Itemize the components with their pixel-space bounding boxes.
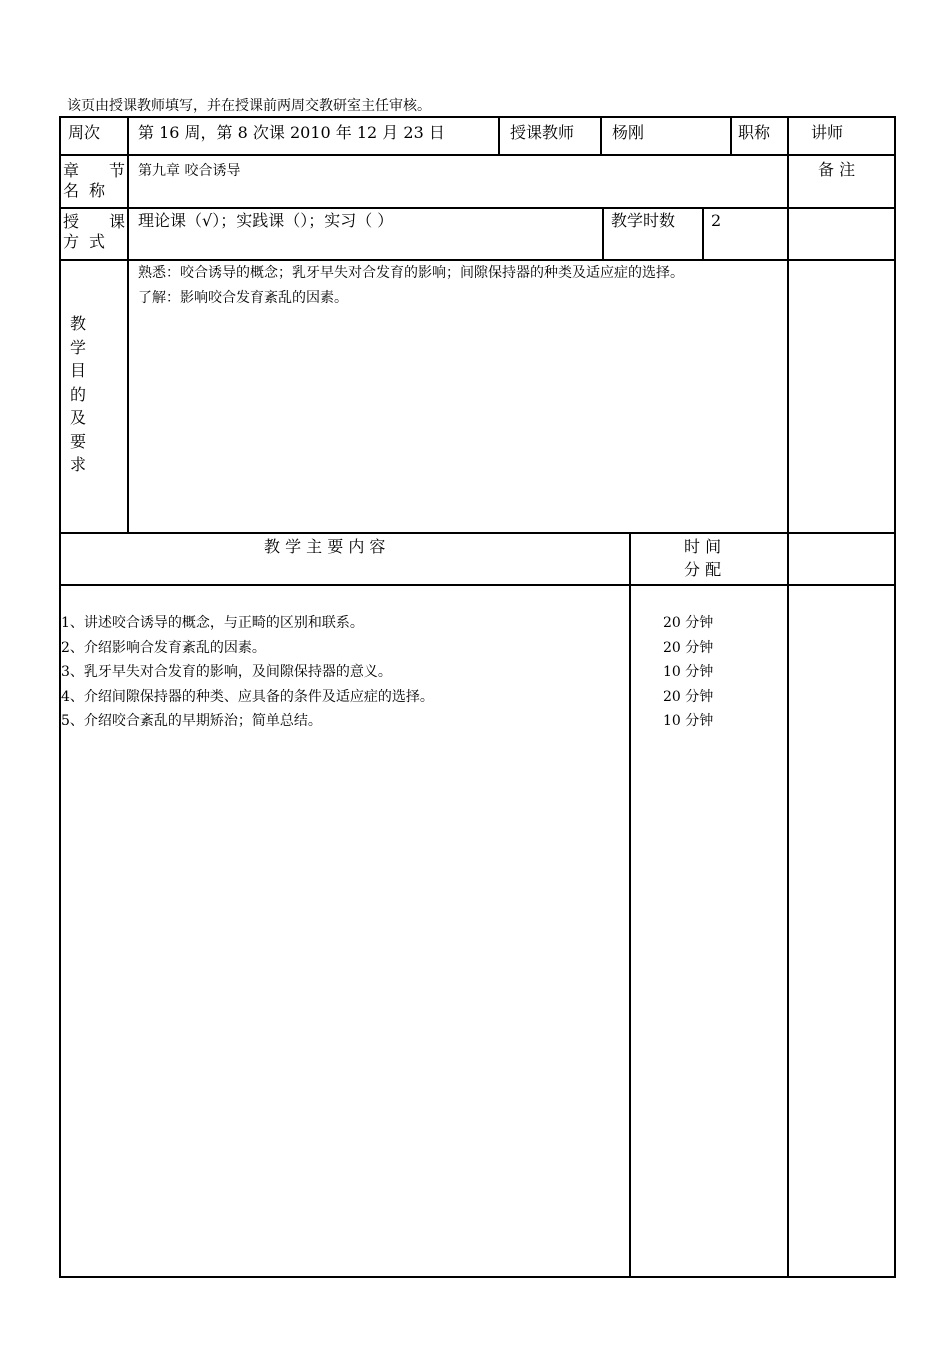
time-list	[663, 611, 713, 734]
hours-label: 教学时数	[611, 211, 676, 230]
rule-teacher-value-left	[600, 116, 602, 155]
method-value: 理论课（√）；实践课（）；实习（ ）	[138, 211, 394, 230]
list-item: 4、介绍间隙保持器的种类、应具备的条件及适应症的选择。	[61, 688, 434, 705]
rule-top	[59, 116, 896, 118]
time-item: 20 分钟	[663, 615, 714, 631]
title-value: 讲师	[811, 123, 844, 142]
hours-value: 2	[711, 211, 722, 230]
rule-row1	[59, 154, 896, 156]
list-item: 5、介绍咬合紊乱的早期矫治；简单总结。	[61, 713, 322, 729]
objectives-line2: 了解：影响咬合发育紊乱的因素。	[138, 290, 348, 306]
method-label	[63, 212, 125, 252]
chapter-label-line2: 名 称	[63, 181, 105, 200]
objectives-label	[68, 312, 88, 477]
instruction-note: 该页由授课教师填写，并在授课前两周交教研室主任审核。	[67, 98, 431, 114]
objectives-line1: 熟悉：咬合诱导的概念；乳牙早失对合发育的影响；间隙保持器的种类及适应症的选择。	[138, 265, 684, 281]
list-item: 3、乳牙早失对合发育的影响，及间隙保持器的意义。	[61, 664, 392, 680]
chapter-value: 第九章 咬合诱导	[138, 163, 241, 179]
rule-hours-label-left	[602, 207, 604, 260]
rule-row2	[59, 207, 896, 209]
list-item: 1、讲述咬合诱导的概念，与正畸的区别和联系。	[61, 615, 364, 631]
method-label-line2: 方 式	[63, 232, 105, 251]
time-item: 10 分钟	[663, 664, 714, 680]
teacher-value: 杨刚	[612, 123, 645, 142]
chapter-label	[63, 161, 125, 201]
time-item: 10 分钟	[663, 713, 714, 729]
teacher-label: 授课教师	[510, 123, 575, 142]
lesson-plan-table	[59, 116, 896, 1278]
rule-right	[894, 116, 896, 1277]
rule-remark-col	[787, 116, 789, 1277]
rule-teacher-label-left	[498, 116, 500, 155]
list-item: 2、介绍影响合发育紊乱的因素。	[61, 639, 266, 656]
week-value: 第 16 周，第 8 次课 2010 年 12 月 23 日	[138, 123, 445, 142]
rule-bottom	[59, 1276, 896, 1278]
time-header-line1: 时 间	[684, 537, 722, 556]
week-label: 周次	[68, 123, 101, 142]
rule-row5	[59, 584, 896, 586]
content-list	[61, 611, 434, 734]
rule-label-col	[127, 116, 129, 533]
title-label: 职称	[738, 123, 771, 142]
remark-label: 备 注	[818, 160, 856, 179]
rule-title-label-left	[730, 116, 732, 155]
objectives-label-text: 教学目的及要求	[69, 314, 86, 474]
rule-row4	[59, 532, 896, 534]
method-label-line1: 授 课	[63, 212, 125, 231]
rule-time-col	[629, 532, 631, 1277]
rule-hours-value-left	[702, 207, 704, 260]
time-item: 20 分钟	[663, 688, 714, 705]
time-header-line2: 分 配	[684, 560, 722, 579]
content-header: 教 学 主 要 内 容	[264, 537, 386, 556]
chapter-label-line1: 章 节	[63, 161, 125, 180]
time-item: 20 分钟	[663, 639, 714, 656]
